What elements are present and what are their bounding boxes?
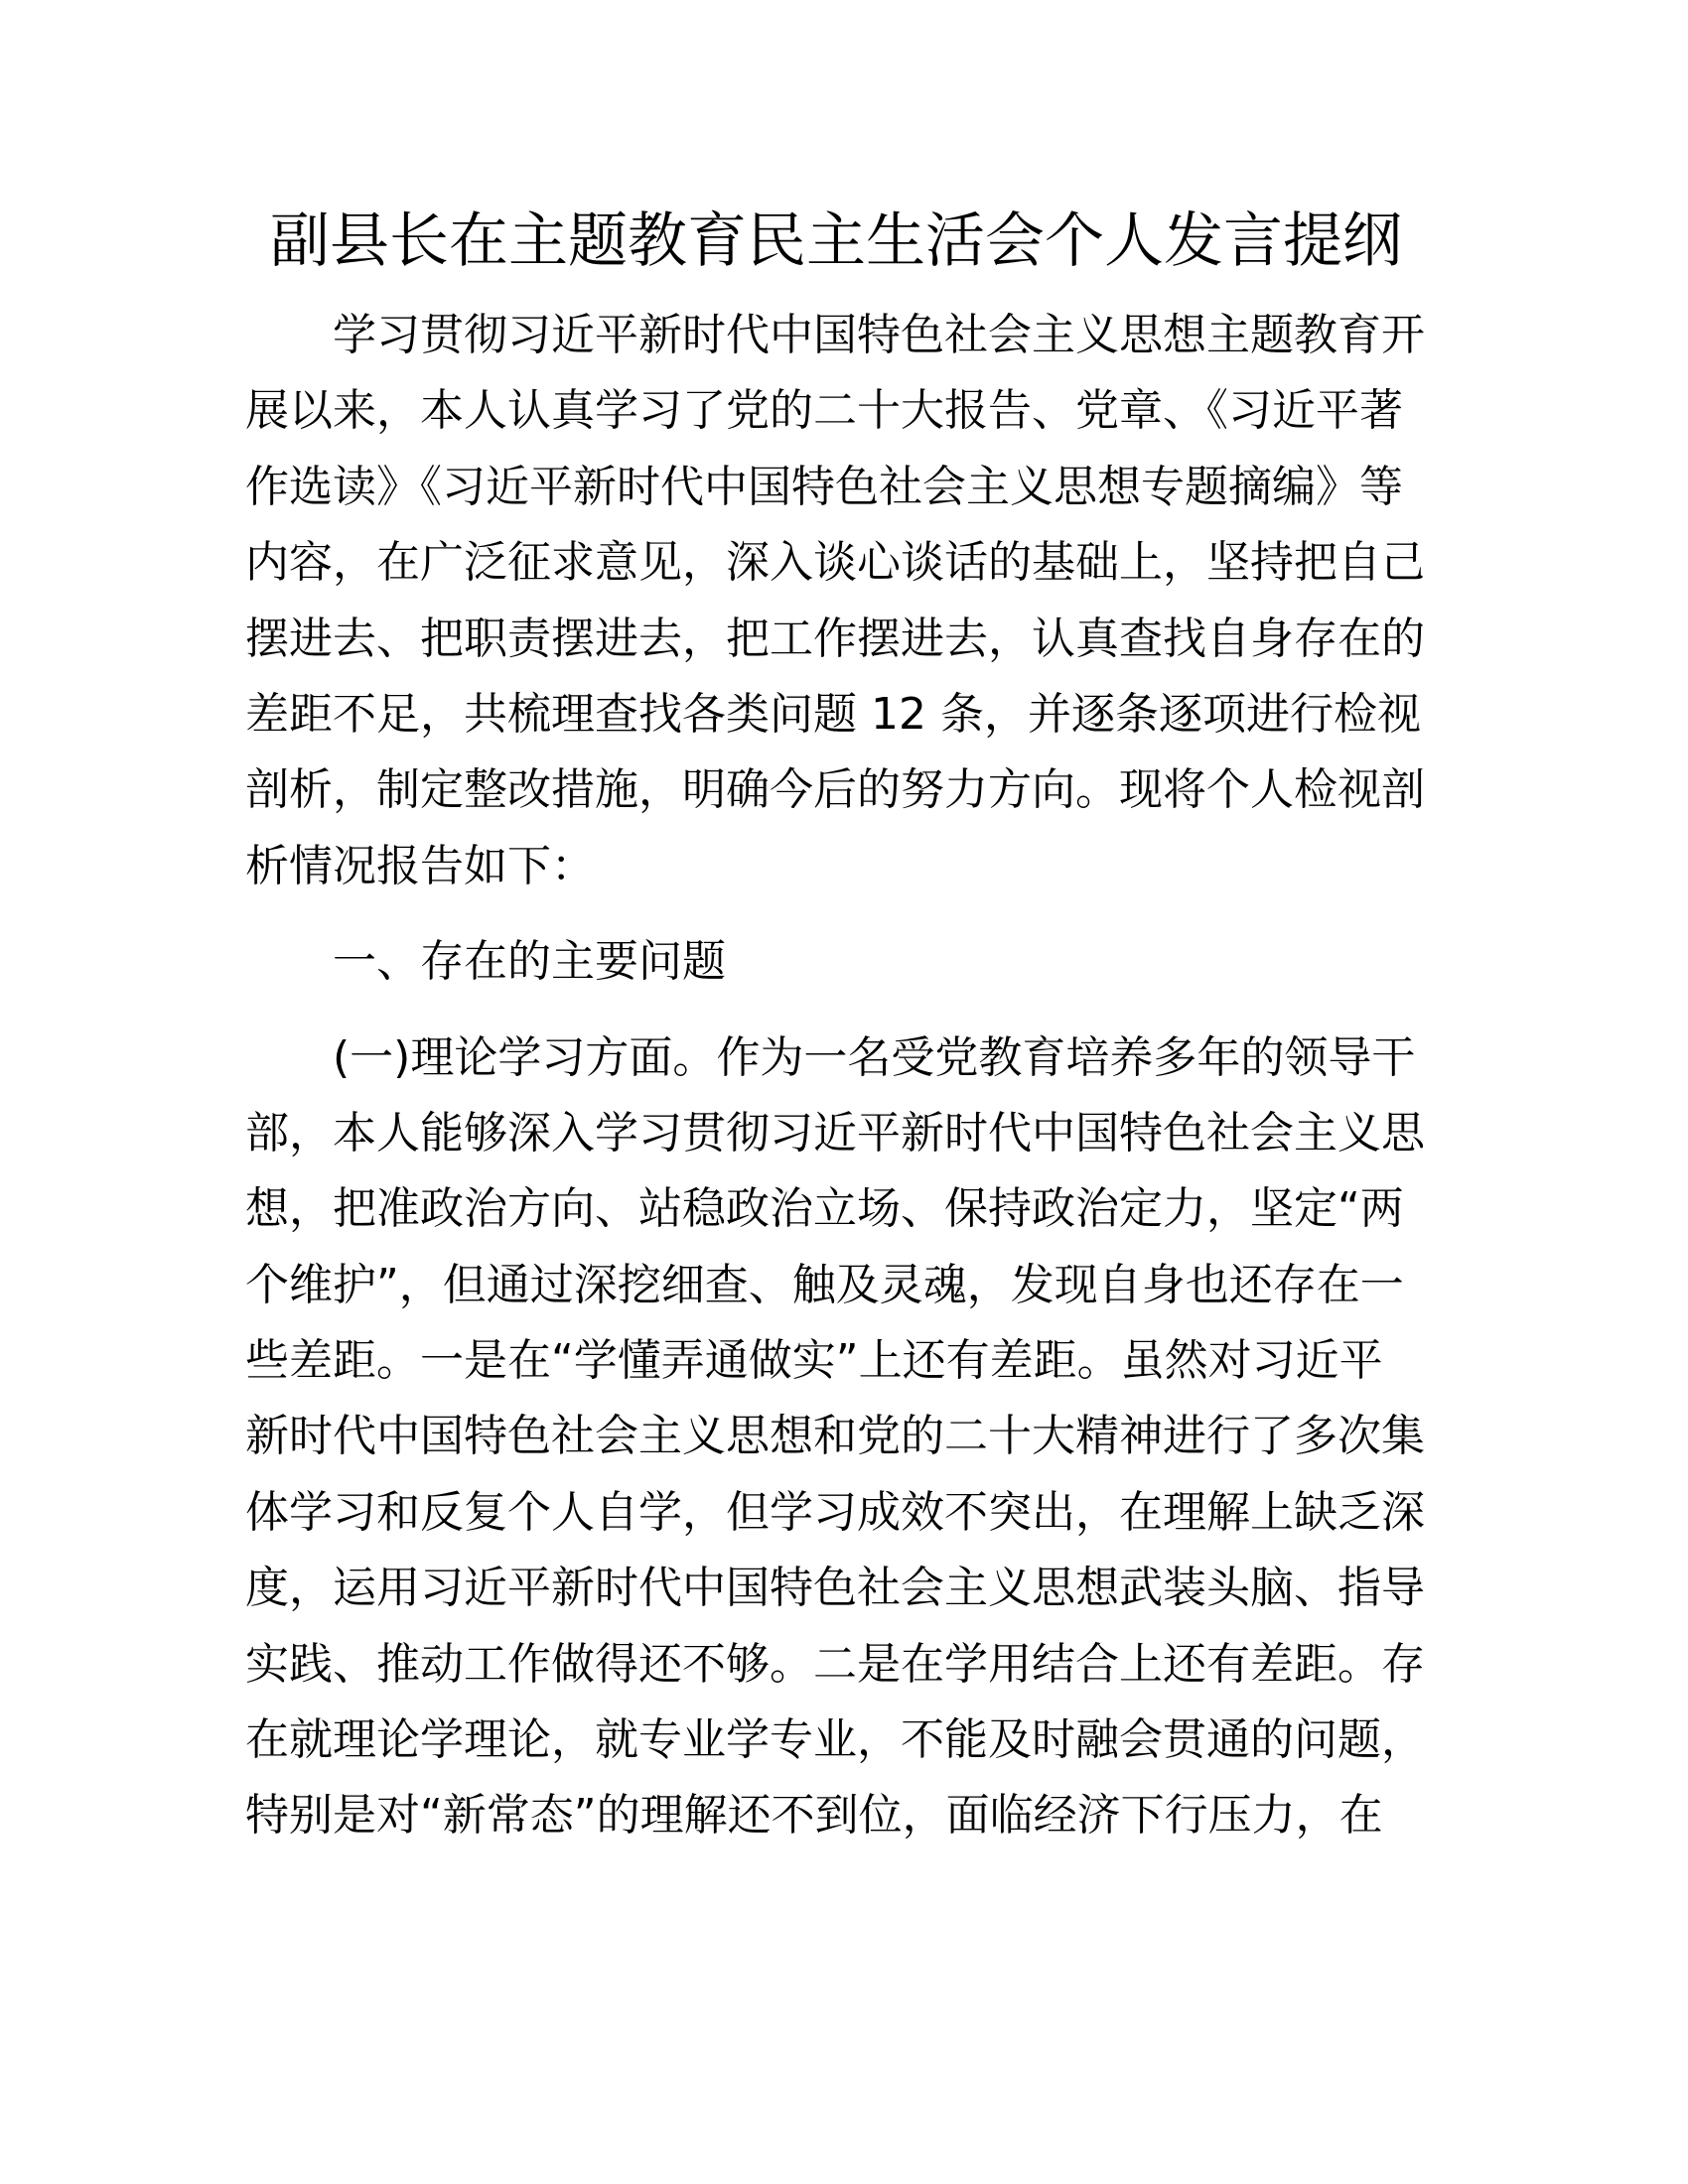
text-line: 部，本人能够深入学习贯彻习近平新时代中国特色社会主义思: [245, 1107, 1425, 1159]
text-line: 剖析，制定整改措施，明确今后的努力方向。现将个人检视剖: [245, 764, 1425, 816]
text-line: 新时代中国特色社会主义思想和党的二十大精神进行了多次集: [245, 1411, 1425, 1462]
theory-study-paragraph: [245, 1021, 1429, 1854]
text-line: (一)理论学习方面。作为一名受党教育培养多年的领导干: [333, 1031, 1416, 1083]
section-heading-text: 一、存在的主要问题: [333, 936, 726, 988]
text-line: 些差距。一是在“学懂弄通做实”上还有差距。虽然对习近平: [245, 1335, 1383, 1387]
document-title: 副县长在主题教育民主生活会个人发言提纲: [270, 206, 1402, 276]
text-line: 想，把准政治方向、站稳政治立场、保持政治定力，坚定“两: [245, 1183, 1404, 1235]
text-line: 个维护”，但通过深挖细查、触及灵魂，发现自身也还存在一: [245, 1259, 1404, 1310]
intro-paragraph: [245, 298, 1429, 904]
text-line: 体学习和反复个人自学，但学习成效不突出，在理解上缺乏深: [245, 1486, 1425, 1538]
text-line: 学习贯彻习近平新时代中国特色社会主义思想主题教育开: [333, 310, 1425, 360]
document-body: [245, 298, 1429, 1874]
text-line: 差距不足，共梳理查找各类问题 12 条，并逐条逐项进行检视: [245, 688, 1421, 740]
section-heading: [245, 924, 1429, 1000]
text-line: 内容，在广泛征求意见，深入谈心谈话的基础上，坚持把自己: [245, 537, 1425, 589]
text-line: 摆进去、把职责摆进去，把工作摆进去，认真查找自身存在的: [245, 613, 1425, 664]
text-line: 展以来，本人认真学习了党的二十大报告、党章、《习近平著: [245, 385, 1403, 437]
text-line: 作选读》《习近平新时代中国特色社会主义思想专题摘编》等: [245, 461, 1403, 512]
text-line: 实践、推动工作做得还不够。二是在学用结合上还有差距。存: [245, 1638, 1425, 1690]
text-line: 特别是对“新常态”的理解还不到位，面临经济下行压力，在: [245, 1790, 1383, 1842]
text-line: 析情况报告如下：: [245, 840, 595, 891]
text-line: 度，运用习近平新时代中国特色社会主义思想武装头脑、指导: [245, 1563, 1425, 1614]
text-line: 在就理论学理论，就专业学专业，不能及时融会贯通的问题，: [245, 1714, 1425, 1766]
